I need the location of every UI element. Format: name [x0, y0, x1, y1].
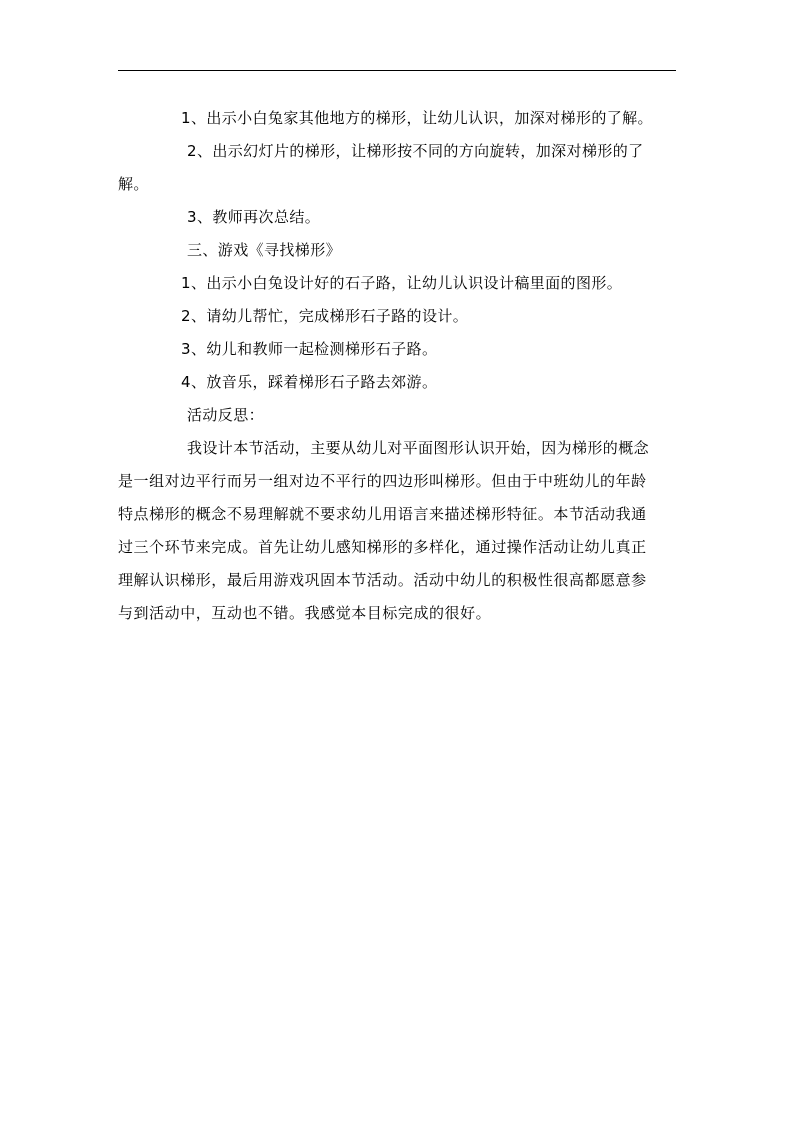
- reflection-line-2: 是一组对边平行而另一组对边不平行的四边形叫梯形。但由于中班幼儿的年龄: [118, 472, 647, 490]
- document-body: [118, 102, 678, 630]
- game-step-3: 3、幼儿和教师一起检测梯形石子路。: [181, 340, 438, 358]
- step-show-rabbit-home: 1、出示小白兔家其他地方的梯形，让幼儿认识，加深对梯形的了解。: [181, 109, 653, 127]
- game-step-2: 2、请幼儿帮忙，完成梯形石子路的设计。: [181, 307, 469, 325]
- reflection-line-1: 我设计本节活动，主要从幼儿对平面图形认识开始，因为梯形的概念: [187, 439, 650, 457]
- reflection-line-4: 过三个环节来完成。首先让幼儿感知梯形的多样化，通过操作活动让幼儿真正: [118, 538, 647, 556]
- reflection-line-6: 与到活动中，互动也不错。我感觉本目标完成的很好。: [118, 604, 492, 622]
- step-teacher-summary: 3、教师再次总结。: [187, 208, 321, 226]
- step-slide-rotate: 2、出示幻灯片的梯形，让梯形按不同的方向旋转，加深对梯形的了: [187, 142, 644, 160]
- reflection-line-3: 特点梯形的概念不易理解就不要求幼儿用语言来描述梯形特征。本节活动我通: [118, 505, 647, 523]
- header-rule: [118, 70, 676, 71]
- step-slide-rotate-cont: 解。: [118, 175, 149, 193]
- reflection-heading: 活动反思：: [187, 406, 265, 424]
- section-heading-game: 三、游戏《寻找梯形》: [187, 241, 342, 259]
- reflection-line-5: 理解认识梯形，最后用游戏巩固本节活动。活动中幼儿的积极性很高都愿意参: [118, 571, 647, 589]
- game-step-4: 4、放音乐，踩着梯形石子路去郊游。: [181, 373, 438, 391]
- game-step-1: 1、出示小白兔设计好的石子路，让幼儿认识设计稿里面的图形。: [181, 274, 623, 292]
